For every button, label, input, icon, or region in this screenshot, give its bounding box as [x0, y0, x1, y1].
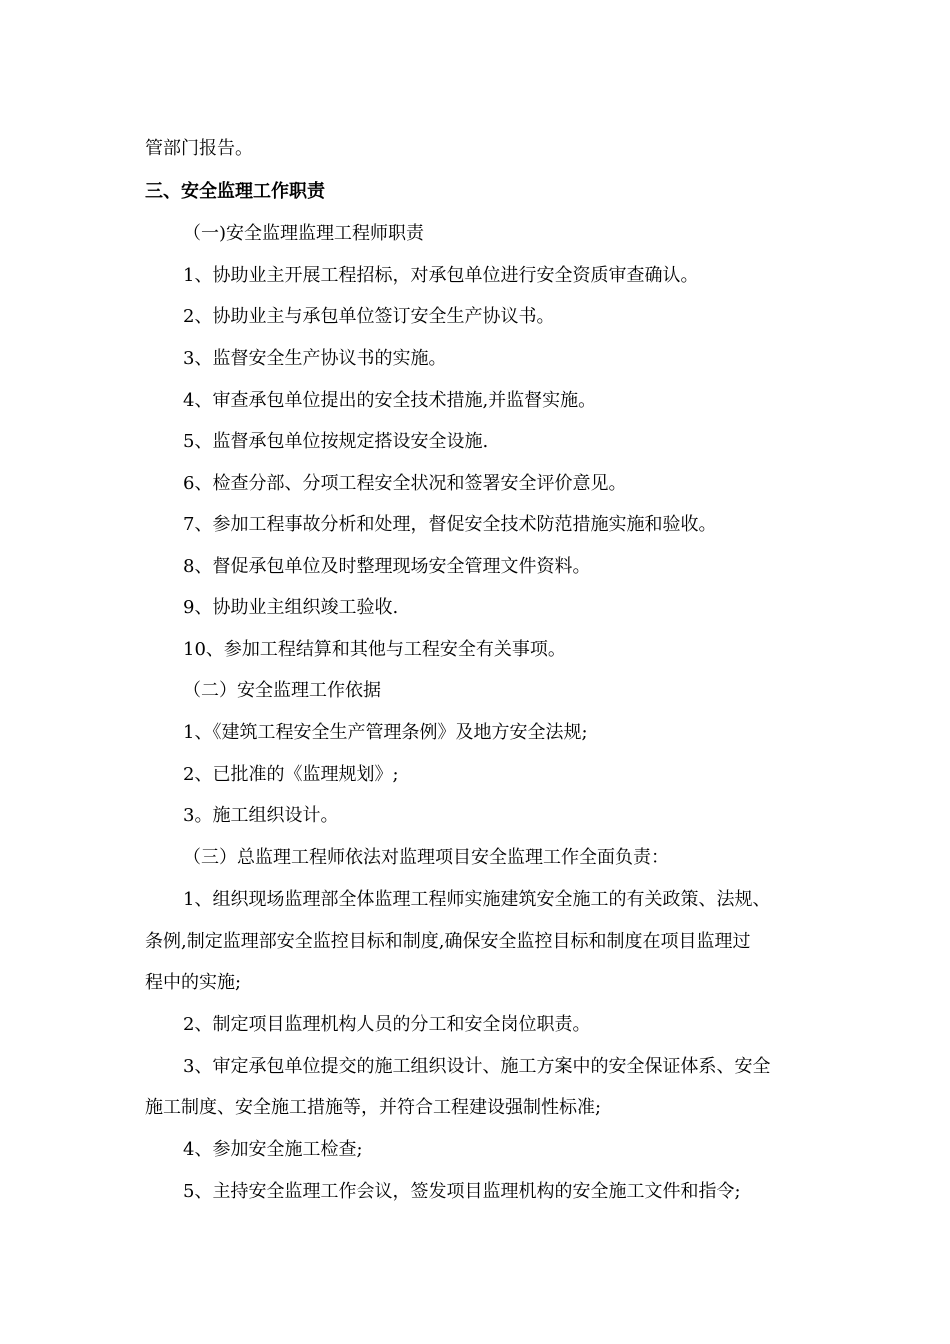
subsection-heading: （三）总监理工程师依法对监理项目安全监理工作全面负责： [183, 847, 669, 868]
list-item: 1、《建筑工程安全生产管理条例》及地方安全法规; [183, 722, 588, 743]
subsection-heading: （一)安全监理监理工程师职责 [183, 223, 425, 244]
list-item-continuation: 条例,制定监理部安全监控目标和制度,确保安全监控目标和制度在项目监理过 [145, 931, 751, 952]
list-item: 5、监督承包单位按规定搭设安全设施. [183, 431, 489, 452]
section-heading: 三、安全监理工作职责 [145, 181, 325, 202]
list-item-continuation: 施工制度、安全施工措施等，并符合工程建设强制性标准; [145, 1097, 602, 1118]
list-item: 2、制定项目监理机构人员的分工和安全岗位职责。 [183, 1014, 591, 1035]
list-item: 4、参加安全施工检查; [183, 1139, 363, 1160]
list-item: 6、检查分部、分项工程安全状况和签署安全评价意见。 [183, 473, 627, 494]
list-item: 2、协助业主与承包单位签订安全生产协议书。 [183, 306, 555, 327]
list-item: 5、主持安全监理工作会议，签发项目监理机构的安全施工文件和指令; [183, 1181, 741, 1202]
list-item: 3。施工组织设计。 [183, 805, 339, 826]
paragraph-continuation: 管部门报告。 [145, 138, 253, 159]
list-item: 1、协助业主开展工程招标，对承包单位进行安全资质审查确认。 [183, 265, 699, 286]
list-item: 10、参加工程结算和其他与工程安全有关事项。 [183, 639, 566, 660]
list-item: 4、审查承包单位提出的安全技术措施,并监督实施。 [183, 390, 597, 411]
list-item: 3、监督安全生产协议书的实施。 [183, 348, 447, 369]
list-item: 7、参加工程事故分析和处理，督促安全技术防范措施实施和验收。 [183, 514, 717, 535]
list-item: 1、组织现场监理部全体监理工程师实施建筑安全施工的有关政策、法规、 [183, 889, 771, 910]
list-item: 3、审定承包单位提交的施工组织设计、施工方案中的安全保证体系、安全 [183, 1056, 771, 1077]
list-item-continuation: 程中的实施; [145, 972, 242, 993]
list-item: 2、已批准的《监理规划》; [183, 764, 399, 785]
list-item: 8、督促承包单位及时整理现场安全管理文件资料。 [183, 556, 591, 577]
list-item: 9、协助业主组织竣工验收. [183, 597, 399, 618]
subsection-heading: （二）安全监理工作依据 [183, 680, 381, 701]
